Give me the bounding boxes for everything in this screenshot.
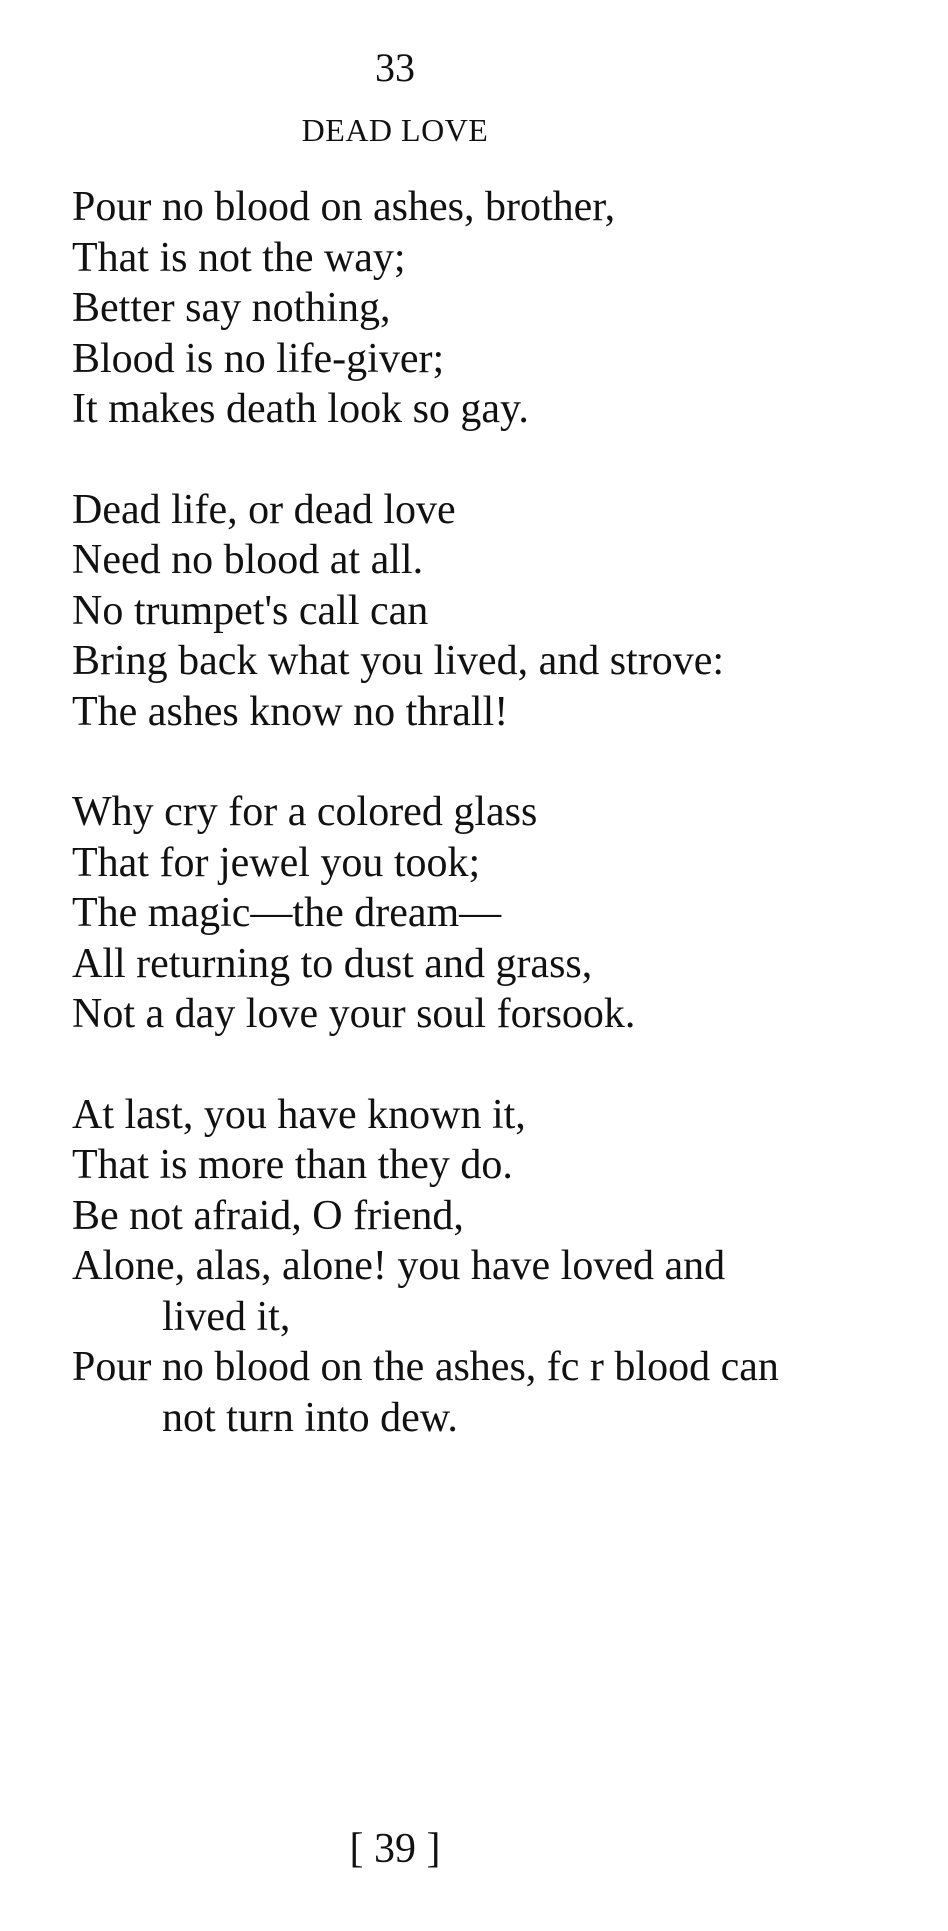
poem-number: 33 <box>375 45 415 90</box>
poem-line: Pour no blood on the ashes, fc r blood can <box>72 1344 779 1390</box>
poem-line: Alone, alas, alone! you have loved and <box>72 1243 726 1289</box>
poem-line: Need no blood at all. <box>72 537 424 583</box>
poem-line: It makes death look so gay. <box>72 386 529 432</box>
poem-line-continuation: not turn into dew. <box>162 1394 458 1441</box>
stanza-3 <box>72 787 932 1040</box>
stanza-1 <box>72 182 932 435</box>
poem-line: Why cry for a colored glass <box>72 789 538 835</box>
poem-line: Better say nothing, <box>72 285 391 331</box>
page-number: [ 39 ] <box>349 1826 441 1872</box>
poem-line: Dead life, or dead love <box>72 486 456 533</box>
poem-line: All returning to dust and grass, <box>72 940 593 987</box>
poem-line: The ashes know no thrall! <box>72 688 509 735</box>
poem-line: At last, you have known it, <box>72 1091 526 1138</box>
stanza-2 <box>72 485 932 738</box>
poem-line: That for jewel you took; <box>72 839 481 886</box>
poem-line-continuation: lived it, <box>162 1293 291 1340</box>
poem-body <box>72 182 932 1493</box>
poem-line: Blood is no life-giver; <box>72 335 445 382</box>
poem-line: No trumpet's call can <box>72 587 429 634</box>
poem-line: Bring back what you lived, and strove: <box>72 638 725 684</box>
poem-line: The magic—the dream— <box>72 890 502 936</box>
poem-title: DEAD LOVE <box>301 112 489 148</box>
poem-line: That is not the way; <box>72 234 406 281</box>
poem-line: That is more than they do. <box>72 1142 513 1188</box>
poem-line: Not a day love your soul forsook. <box>72 991 636 1037</box>
stanza-4 <box>72 1090 932 1444</box>
poem-line: Pour no blood on ashes, brother, <box>72 184 616 230</box>
poem-line: Be not afraid, O friend, <box>72 1192 464 1239</box>
